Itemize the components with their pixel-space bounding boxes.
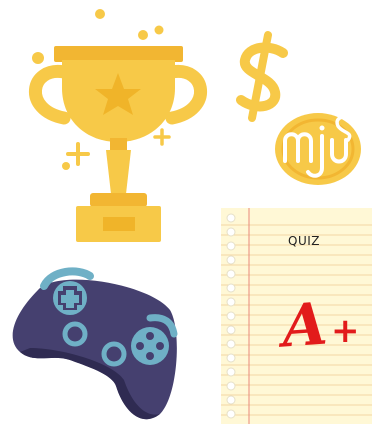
quiz-grade-modifier: + [331,311,360,351]
quiz-grade: A [279,289,330,361]
quiz-title: QUIZ [288,234,320,248]
